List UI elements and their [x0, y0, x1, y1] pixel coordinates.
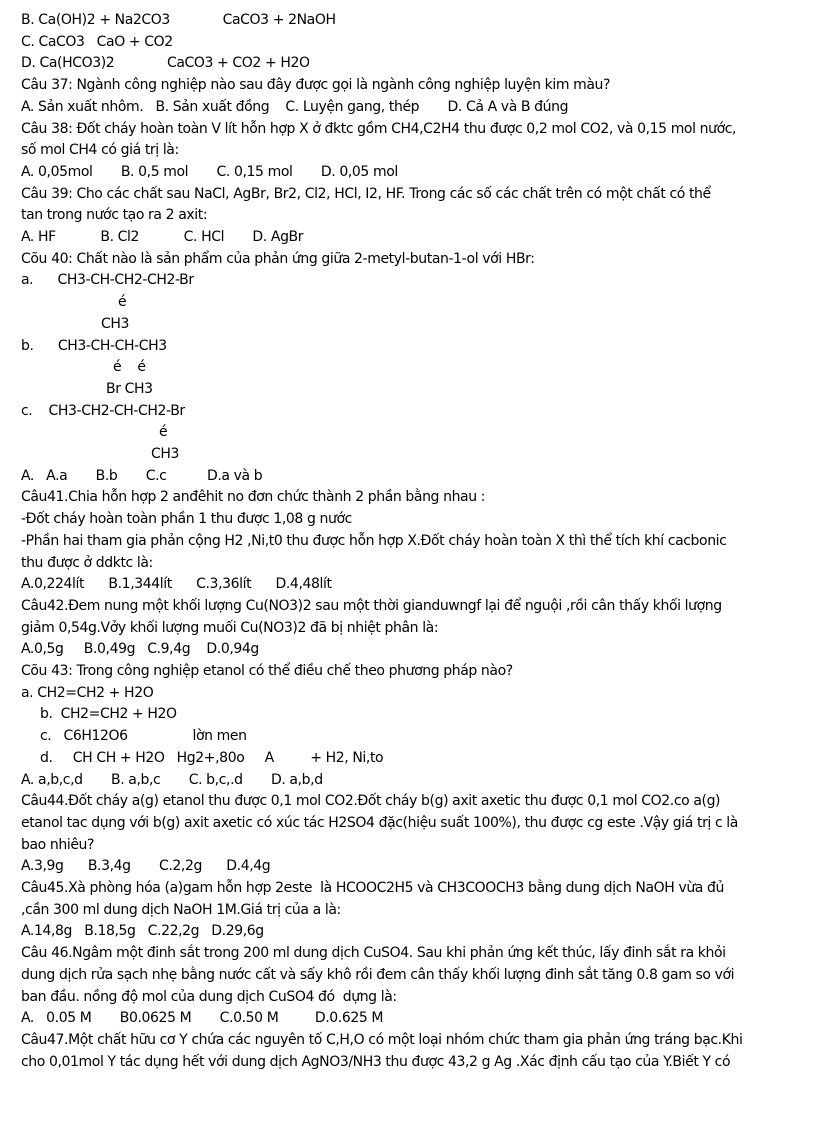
text-line: A. a,b,c,d B. a,b,c C. b,c,.d D. a,b,d [21, 771, 323, 788]
text-line: A.3,9g B.3,4g C.2,2g D.4,4g [21, 858, 271, 875]
text-line: ban đầu. nồng độ mol của dung dịch CuSO4 đó dựng là: [21, 988, 397, 1005]
text-line: b. CH3-CH-CH-CH3 [21, 337, 167, 354]
text-line: ,cần 300 ml dung dịch NaOH 1M.Giá trị của a là: [21, 901, 341, 918]
text-line: Câu45.Xà phòng hóa (a)gam hỗn hợp 2este là HCOOC2H5 và CH3COOCH3 bằng dung dịch NaOH vừa đủ [21, 880, 724, 896]
text-line: dung dịch rửa sạch nhẹ bằng nước cất và sấy khô rồi đem cân thấy khối lượng đinh sắt tăng 0.8 gam so với [21, 966, 735, 983]
text-line: -Phần hai tham gia phản cộng H2 ,Ni,t0 thu được hỗn hợp X.Đốt cháy hoàn toàn X thì thể tích khí cacbonic [21, 532, 727, 549]
text-line: etanol tac dụng với b(g) axit axetic có xúc tác H2SO4 đặc(hiệu suất 100%), thu được cg este .Vậy giá trị c là [21, 814, 738, 831]
text-line: D. Ca(HCO3)2 CaCO3 + CO2 + H2O [21, 55, 310, 72]
text-line: A. A.a B.b C.c D.a và b [21, 467, 263, 484]
text-line: cho 0,01mol Y tác dụng hết với dung dịch AgNO3/NH3 thu được 43,2 g Ag .Xác định cấu tạo của Y.Biết Y có [21, 1053, 731, 1070]
text-line: A.0,224lít B.1,344lít C.3,36lít D.4,48lít [21, 576, 332, 593]
text-line: Câu 38: Đốt cháy hoàn toàn V lít hỗn hợp X ở đktc gồm CH4,C2H4 thu được 0,2 mol CO2, và 0,15 mol nước, [21, 120, 737, 137]
text-line: c. C6H12O6 lờn men [40, 728, 247, 745]
text-line: Câu 37: Ngành công nghiệp nào sau đây được gọi là ngành công nghiệp luyện kim màu? [21, 77, 611, 94]
text-line: bao nhiêu? [21, 836, 95, 853]
text-line: a. CH2=CH2 + H2O [21, 684, 154, 701]
text-line: é [118, 294, 127, 311]
text-line: Br CH3 [106, 380, 153, 397]
text-line: a. CH3-CH-CH2-CH2-Br [21, 272, 194, 289]
text-line: Câu47.Một chất hữu cơ Y chứa các nguyên tố C,H,O có một loại nhóm chức tham gia phản ứng tráng bạc.Khi [21, 1031, 743, 1048]
text-line: giảm 0,54g.Vởy khối lượng muối Cu(NO3)2 đã bị nhiệt phân là: [21, 619, 439, 636]
text-line: Câu44.Đốt cháy a(g) etanol thu được 0,1 mol CO2.Đốt cháy b(g) axit axetic thu được 0,1 mol CO2.co a(g) [21, 793, 721, 810]
text-line: Câu 46.Ngâm một đinh sắt trong 200 ml dung dịch CuSO4. Sau khi phản ứng kết thúc, lấy đinh sắt ra khỏi [21, 945, 726, 962]
text-line: A. 0.05 M B0.0625 M C.0.50 M D.0.625 M [21, 1010, 384, 1027]
text-line: A. HF B. Cl2 C. HCl D. AgBr [21, 229, 304, 245]
text-line: tan trong nước tạo ra 2 axit: [21, 207, 208, 224]
text-line: Cõu 40: Chất nào là sản phẩm của phản ứng giữa 2-metyl-butan-1-ol với HBr: [21, 250, 535, 267]
text-line: A. Sản xuất nhôm. B. Sản xuất đồng C. Luyện gang, thép D. Cả A và B đúng [21, 98, 569, 115]
text-line: C. CaCO3 CaO + CO2 [21, 33, 173, 50]
text-line: A. 0,05mol B. 0,5 mol C. 0,15 mol D. 0,05 mol [21, 163, 398, 180]
text-line: CH3 [151, 446, 180, 462]
text-line: CH3 [101, 315, 130, 332]
text-line: Câu 39: Cho các chất sau NaCl, AgBr, Br2, Cl2, HCl, I2, HF. Trong các số các chất trên có một chất có thể [21, 185, 711, 202]
text-line: A.14,8g B.18,5g C.22,2g D.29,6g [21, 923, 264, 940]
text-line: Câu41.Chia hỗn hợp 2 anđêhit no đơn chức thành 2 phần bằng nhau : [21, 489, 486, 506]
text-line: é [159, 424, 168, 441]
text-line: B. Ca(OH)2 + Na2CO3 CaCO3 + 2NaOH [21, 12, 336, 28]
text-line: số mol CH4 có giá trị là: [21, 142, 179, 159]
text-line: A.0,5g B.0,49g C.9,4g D.0,94g [21, 641, 259, 658]
text-line: d. CH CH + H2O Hg2+,80o A + H2, Ni,to [40, 749, 384, 766]
text-line: -Đốt cháy hoàn toàn phần 1 thu được 1,08 g nước [21, 511, 352, 528]
text-line: b. CH2=CH2 + H2O [40, 706, 177, 723]
text-line: thu được ở ddktc là: [21, 554, 153, 571]
text-line: Câu42.Đem nung một khối lượng Cu(NO3)2 sau một thời gianduwngf lại để nguội ,rồi cân thấy khối lượng [21, 597, 722, 614]
text-line: c. CH3-CH2-CH-CH2-Br [21, 402, 185, 419]
text-line: é é [113, 359, 146, 376]
text-line: Cõu 43: Trong công nghiệp etanol có thể điều chế theo phương pháp nào? [21, 663, 513, 679]
